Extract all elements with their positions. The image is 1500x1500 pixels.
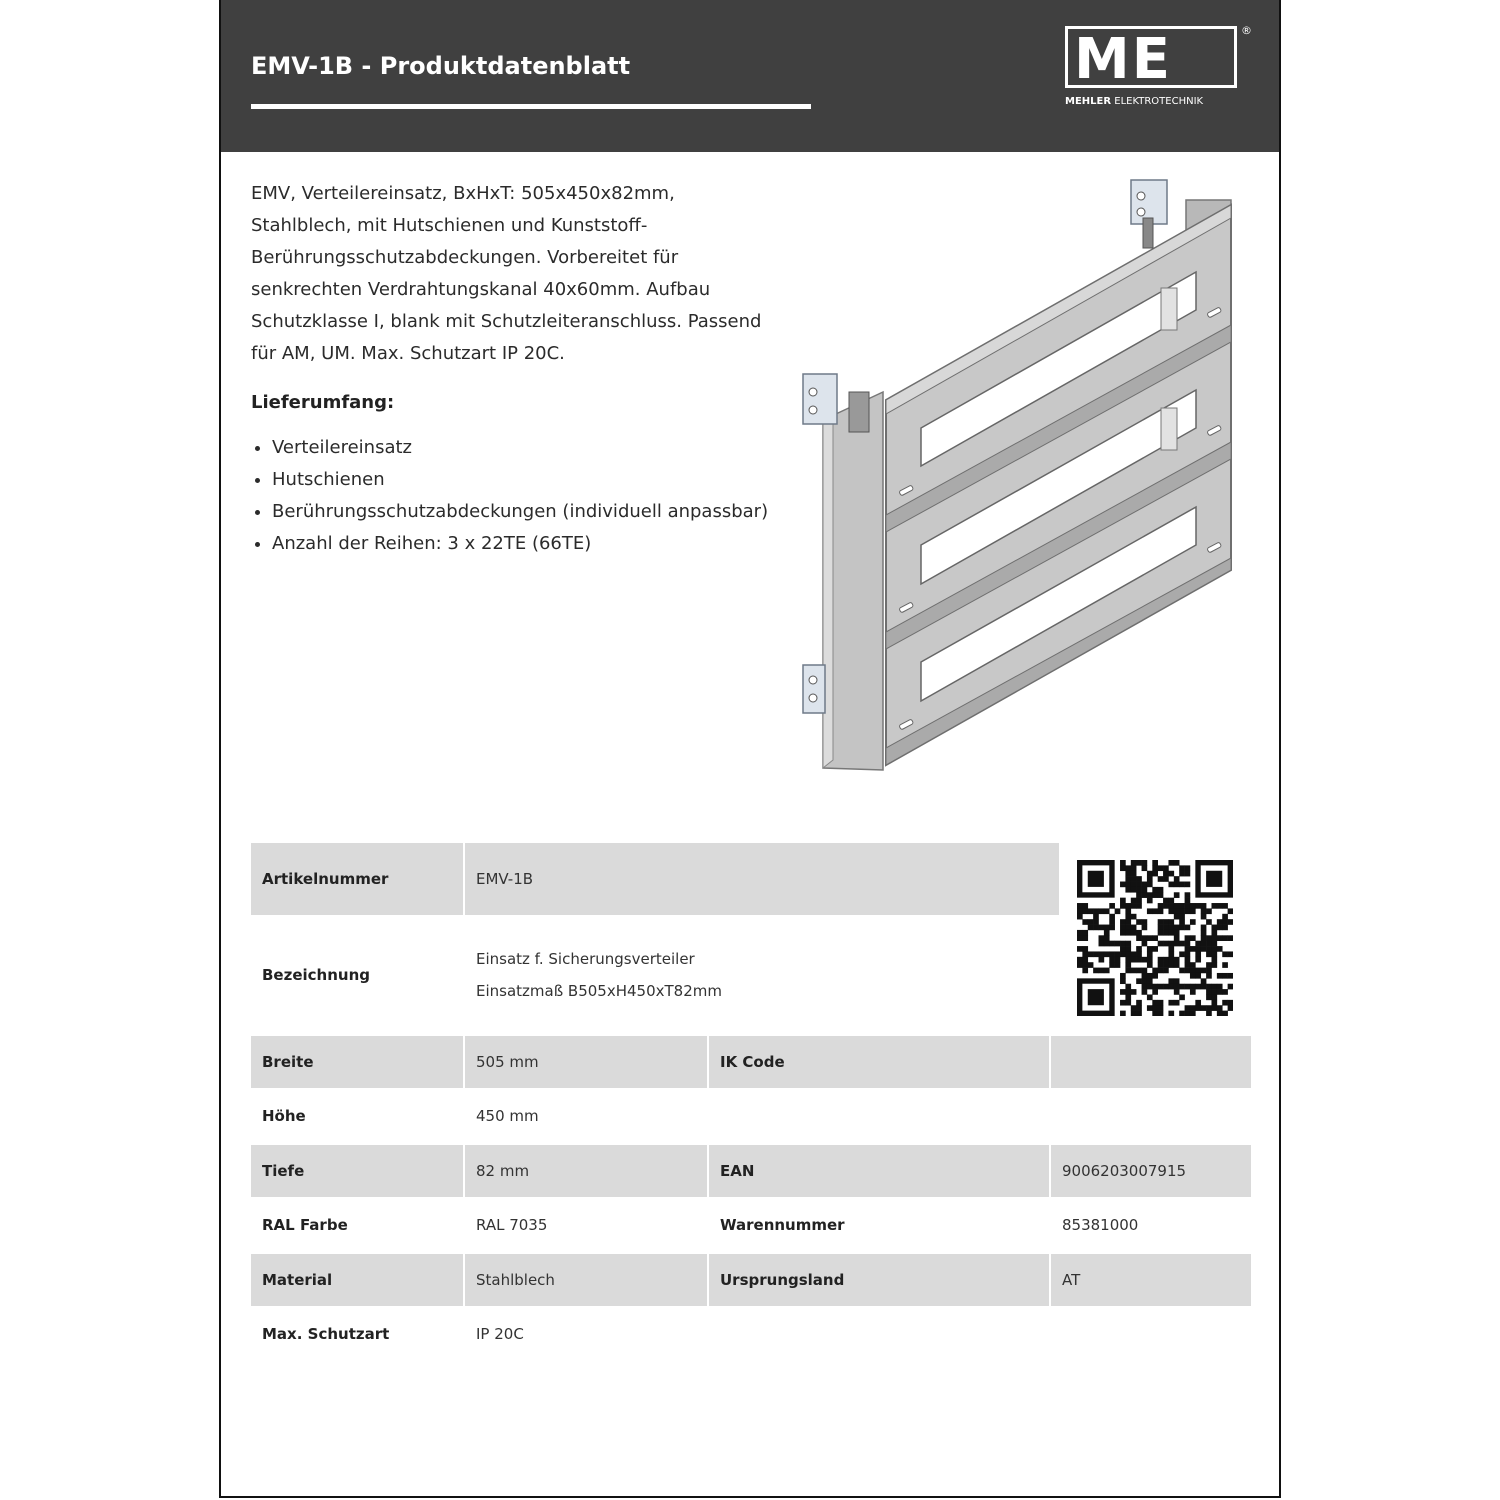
row-ral: [251, 1199, 1251, 1251]
product-image: [791, 170, 1261, 780]
breite-label: Breite: [251, 1036, 463, 1088]
datasheet-page: [219, 0, 1281, 1498]
hoehe-value: 450 mm: [476, 1107, 539, 1125]
bezeichnung-line2: Einsatzmaß B505xH450xT82mm: [476, 982, 722, 1000]
logo-subtitle: [1065, 96, 1203, 107]
material-label: Material: [251, 1254, 463, 1306]
bezeichnung-line1: Einsatz f. Sicherungsverteiler: [476, 950, 695, 968]
schutzart-label: Max. Schutzart: [262, 1325, 390, 1343]
breite-value: 505 mm: [465, 1036, 707, 1088]
material-value: Stahlblech: [465, 1254, 707, 1306]
logo-registered: ®: [1241, 24, 1252, 37]
row-tiefe: [251, 1145, 1251, 1197]
bezeichnung-label: Bezeichnung: [262, 966, 370, 984]
list-item: • Verteilereinsatz: [272, 432, 792, 464]
qr-code: [1077, 860, 1233, 1016]
artikelnummer-label: Artikelnummer: [251, 843, 463, 915]
ean-label: EAN: [709, 1145, 1049, 1197]
ral-label: RAL Farbe: [262, 1216, 348, 1234]
ursprungsland-label: Ursprungsland: [709, 1254, 1049, 1306]
ik-code-label: IK Code: [709, 1036, 1049, 1088]
ral-value: RAL 7035: [476, 1216, 548, 1234]
row-hoehe: [251, 1090, 1251, 1142]
tiefe-label: Tiefe: [251, 1145, 463, 1197]
logo-frame: [1065, 26, 1237, 92]
title-underline: [251, 104, 811, 109]
logo-brand: MEHLER: [1065, 96, 1112, 107]
ik-code-value: [1051, 1036, 1251, 1088]
hoehe-label: Höhe: [262, 1107, 306, 1125]
ean-value: 9006203007915: [1051, 1145, 1251, 1197]
warennummer-value: 85381000: [1062, 1216, 1139, 1234]
list-item: • Hutschienen: [272, 464, 792, 496]
artikelnummer-value: EMV-1B: [465, 843, 1059, 915]
bezeichnung-value: [465, 917, 1059, 1033]
schutzart-value: IP 20C: [476, 1325, 524, 1343]
mehler-logo: [1065, 24, 1255, 114]
list-item: • Anzahl der Reihen: 3 x 22TE (66TE): [272, 528, 792, 560]
lieferumfang-list: [251, 432, 792, 560]
warennummer-label: Warennummer: [720, 1216, 845, 1234]
row-breite: [251, 1036, 1251, 1088]
tiefe-value: 82 mm: [465, 1145, 707, 1197]
row-material: [251, 1254, 1251, 1306]
list-item: • Berührungsschutzabdeckungen (individuell anpassbar): [272, 496, 792, 528]
header-bar: [221, 0, 1279, 152]
lieferumfang-title: Lieferumfang:: [251, 392, 395, 413]
logo-letters: ME: [1074, 27, 1172, 92]
page-title: EMV-1B - Produktdatenblatt: [251, 52, 631, 80]
logo-sub: ELEKTROTECHNIK: [1114, 96, 1204, 107]
product-description: EMV, Verteilereinsatz, BxHxT: 505x450x82mm, Stahlblech, mit Hutschienen und Kunststoff-Berührungsschutzabdeckungen. Vorbereitet für senkrechten Verdrahtungskanal 40x60mm. Aufbau Schutzklasse I, blank mit Schutzleiteranschluss. Passend für AM, UM. Max. Schutzart IP 20C.: [251, 183, 762, 364]
ursprungsland-value: AT: [1051, 1254, 1251, 1306]
row-schutzart: [251, 1308, 1251, 1360]
